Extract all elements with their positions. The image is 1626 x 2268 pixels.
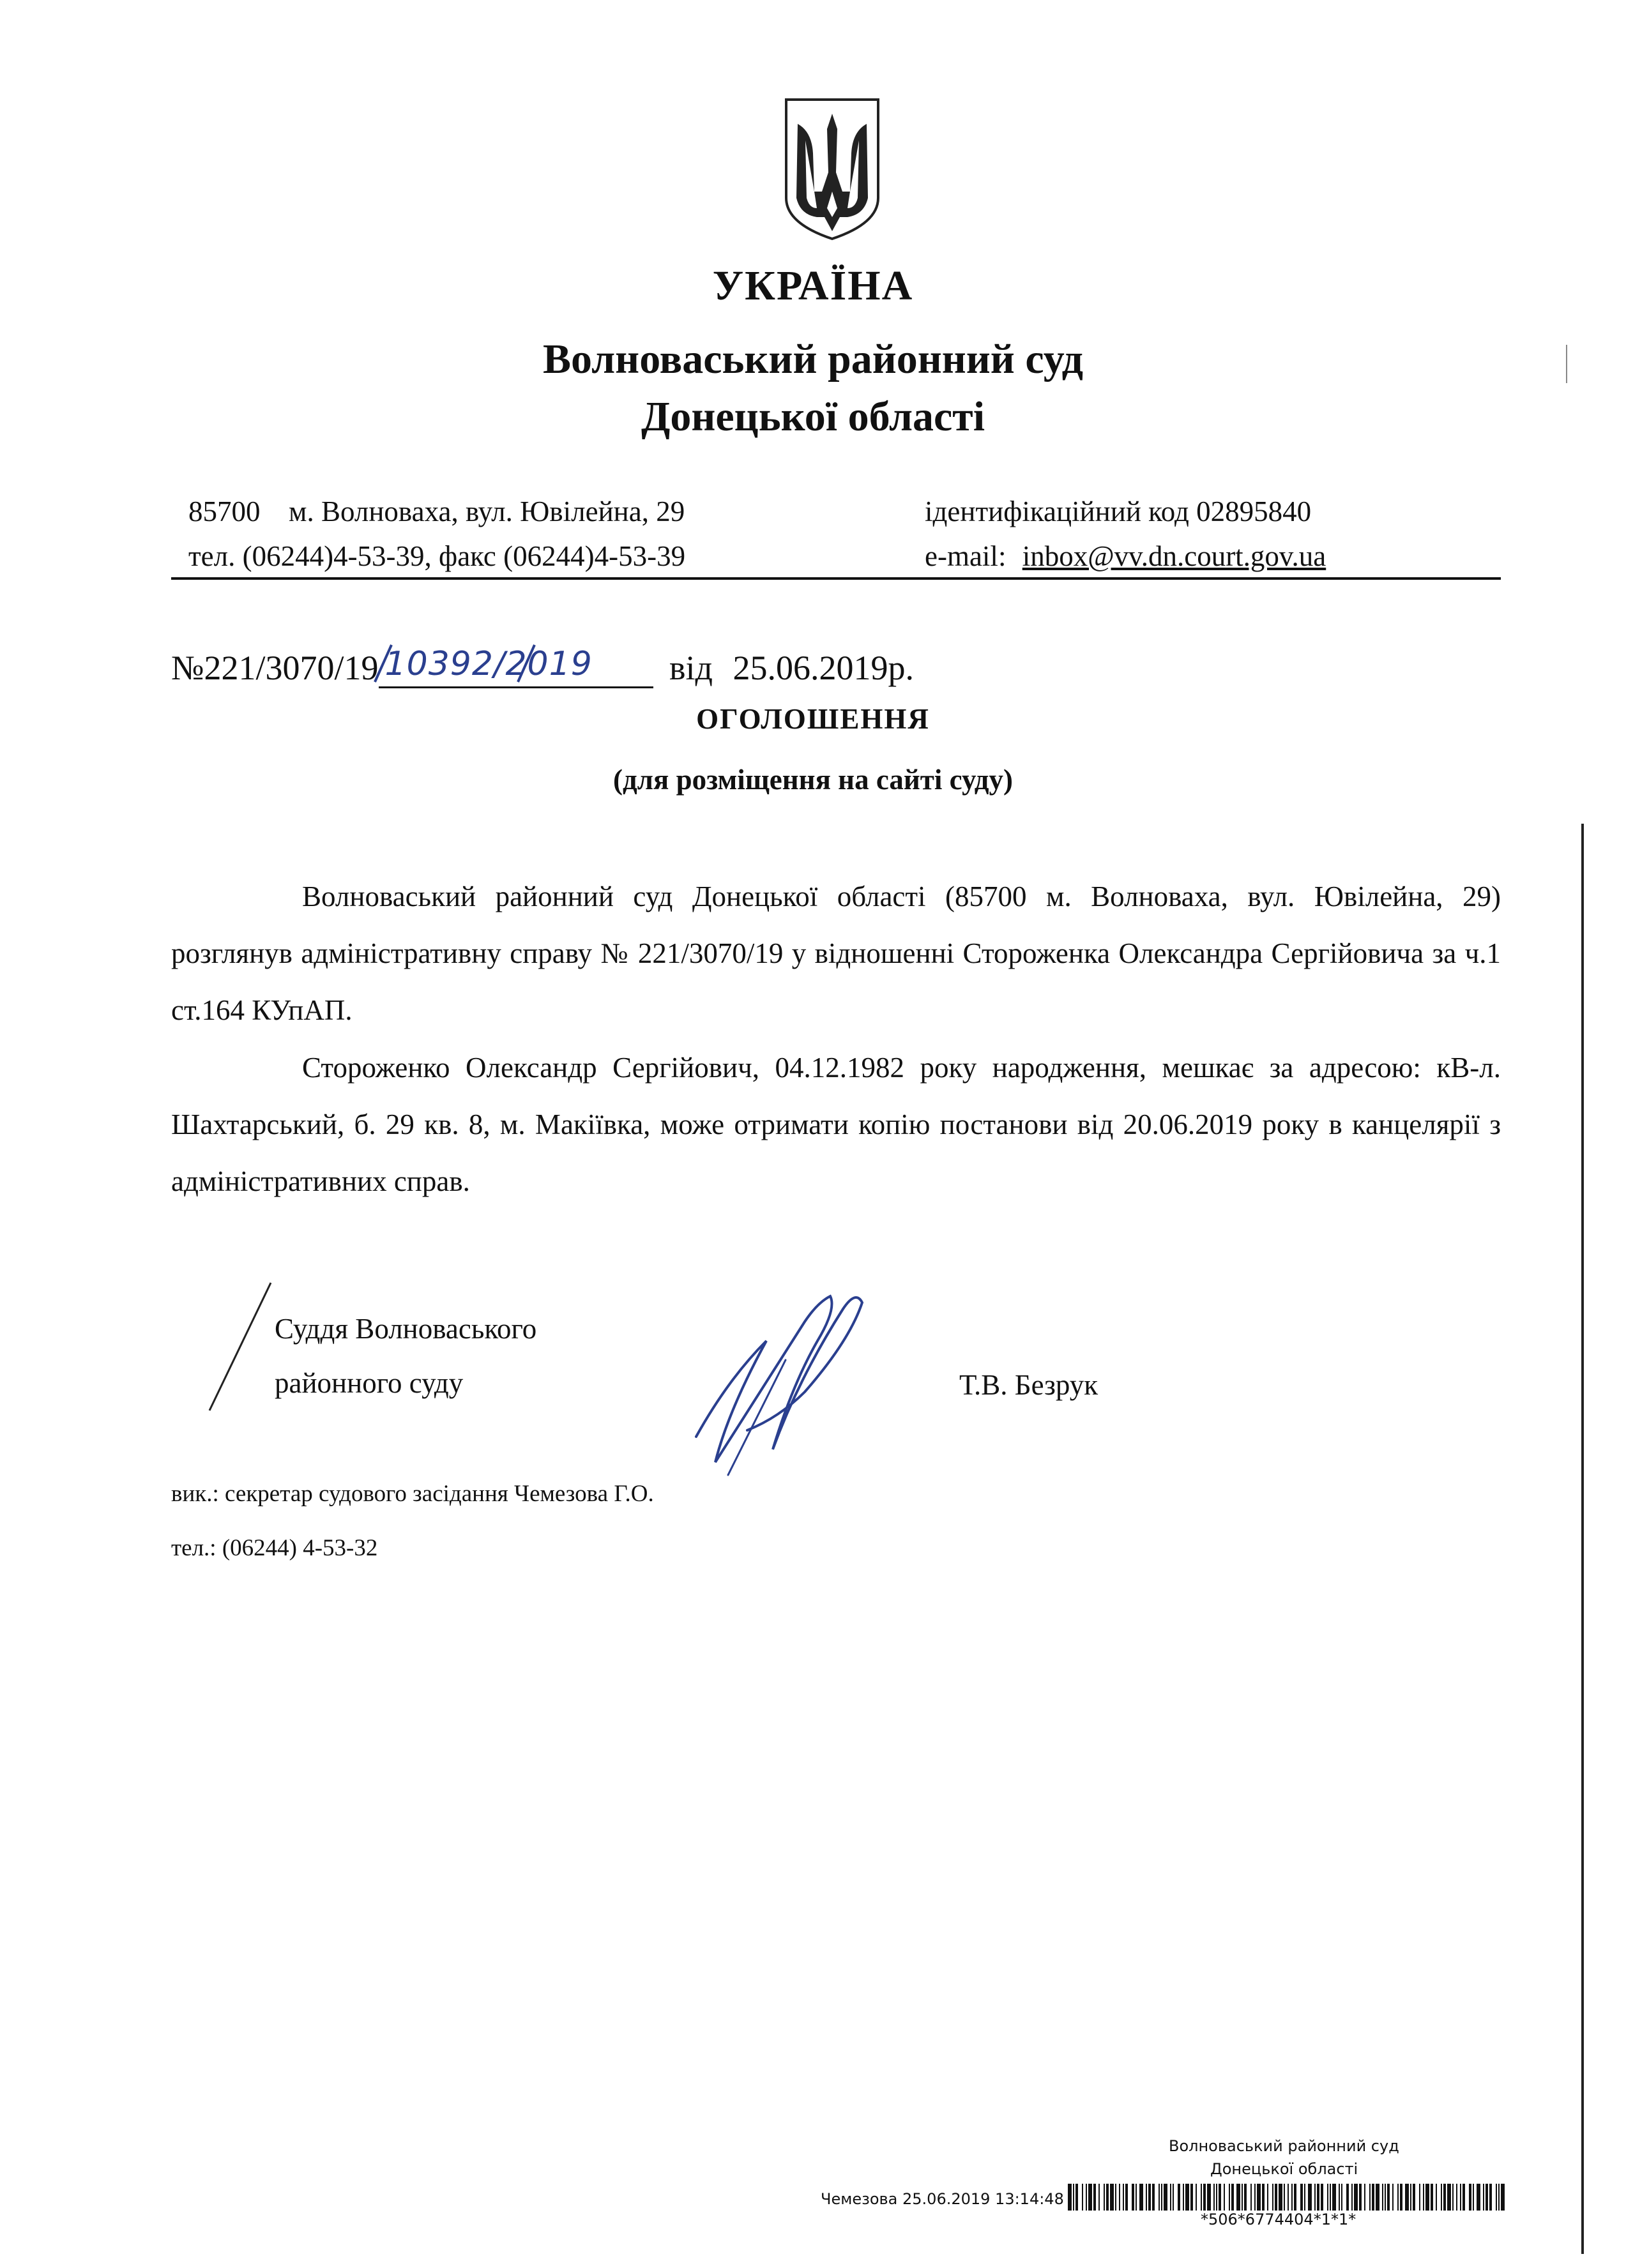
handwritten-number-text: 10392/2019 <box>384 645 593 683</box>
court-address: м. Волноваха, вул. Ювілейна, 29 <box>289 495 685 527</box>
postal-code: 85700 <box>188 495 261 527</box>
barcode-bar <box>1183 2184 1184 2211</box>
barcode-bar <box>1496 2184 1497 2211</box>
barcode-bar <box>1477 2184 1480 2211</box>
barcode-bar <box>1207 2184 1211 2211</box>
trident-emblem-icon <box>781 96 883 243</box>
id-code: ідентифікаційний код 02895840 <box>925 495 1312 527</box>
paragraph-2-text: Стороженко Олександр Сергійович, 04.12.1982 року народження, мешкає за адресою: кВ-л. Шахтарський, б. 29 кв. 8, м. Макіївка, може отримати копію постанови від 20.06.2019 року в канцелярії з адміністративних справ. <box>171 1052 1501 1197</box>
country-name: УКРАЇНА <box>712 262 914 309</box>
barcode-bar <box>1073 2184 1074 2211</box>
barcode-bar <box>1443 2184 1446 2211</box>
barcode-bar <box>1119 2184 1120 2211</box>
barcode-bar <box>1372 2184 1374 2211</box>
barcode-bar <box>1106 2184 1109 2211</box>
scan-edge-line <box>1581 824 1584 2254</box>
handwritten-reg-number <box>379 646 653 684</box>
barcode-bar <box>1068 2184 1072 2211</box>
barcode-bar <box>1385 2184 1386 2211</box>
barcode-bar <box>1387 2184 1390 2211</box>
barcode-bar <box>1436 2184 1437 2211</box>
signatory-name: Т.В. Безрук <box>959 1369 1098 1401</box>
barcode-bar <box>1332 2184 1336 2211</box>
barcode-bar <box>1291 2184 1293 2211</box>
email-line <box>925 540 1326 573</box>
barcode-bar <box>1161 2184 1162 2211</box>
reference-underline <box>379 686 653 688</box>
barcode-bar <box>1148 2184 1151 2211</box>
state-emblem <box>781 96 883 243</box>
signatory-title-line2: районного суду <box>275 1367 464 1399</box>
barcode-bar <box>1317 2184 1319 2211</box>
barcode-bar <box>1346 2184 1349 2211</box>
barcode-bar <box>1441 2184 1442 2211</box>
barcode-bar <box>1369 2184 1371 2211</box>
barcode-bar <box>1314 2184 1316 2211</box>
barcode-bar <box>1410 2184 1411 2211</box>
executor-line: вик.: секретар судового засідання Чемезова Г.О. <box>171 1481 654 1507</box>
barcode-bar <box>1262 2184 1265 2211</box>
registration-barcode <box>1068 2184 1507 2211</box>
barcode-bar <box>1185 2184 1189 2211</box>
stamp-court-line: Волноваський районний суд <box>1169 2137 1399 2155</box>
barcode-bar <box>1086 2184 1087 2211</box>
barcode-bar <box>1304 2184 1305 2211</box>
barcode-bar <box>1139 2184 1143 2211</box>
body-paragraph-2 <box>171 1040 1501 1210</box>
barcode-bar <box>1075 2184 1078 2211</box>
body-paragraph-1 <box>171 868 1501 1039</box>
barcode-bar <box>1413 2184 1415 2211</box>
document-title: ОГОЛОШЕННЯ <box>696 703 930 735</box>
margin-stroke-mark <box>204 1280 275 1414</box>
header-divider <box>171 577 1501 580</box>
signatory-title-line1: Суддя Волноваського <box>275 1313 537 1345</box>
barcode-bar <box>1489 2184 1492 2211</box>
barcode-bar <box>1469 2184 1471 2211</box>
handwritten-signature <box>690 1283 875 1481</box>
barcode-bar <box>1498 2184 1500 2211</box>
barcode-bar <box>1173 2184 1174 2211</box>
barcode-bar <box>1093 2184 1096 2211</box>
barcode-bar <box>1088 2184 1092 2211</box>
barcode-bar <box>1463 2184 1465 2211</box>
barcode-bar <box>1376 2184 1379 2211</box>
barcode-bar <box>1231 2184 1234 2211</box>
barcode-bar <box>1257 2184 1261 2211</box>
date-prefix: від <box>669 649 713 687</box>
barcode-bar <box>1294 2184 1296 2211</box>
barcode-bar <box>1321 2184 1323 2211</box>
barcode-bar <box>1284 2184 1285 2211</box>
barcode-bar <box>1452 2184 1454 2211</box>
barcode-bar <box>1219 2184 1221 2211</box>
barcode-bar <box>1275 2184 1277 2211</box>
barcode-bar <box>1279 2184 1282 2211</box>
barcode-bar <box>1400 2184 1402 2211</box>
barcode-bar <box>1382 2184 1383 2211</box>
email-label: e-mail: <box>925 540 1007 572</box>
executor-phone: тел.: (06244) 4-53-32 <box>171 1535 378 1561</box>
barcode-bar <box>1136 2184 1137 2211</box>
barcode-bar <box>1213 2184 1215 2211</box>
barcode-bar <box>1447 2184 1451 2211</box>
reference-line <box>171 646 914 688</box>
stamp-registered: Чемезова 25.06.2019 13:14:48 <box>821 2190 1064 2208</box>
barcode-bar <box>1104 2184 1105 2211</box>
barcode-bar <box>1473 2184 1474 2211</box>
barcode-bar <box>1419 2184 1420 2211</box>
barcode-bar <box>1354 2184 1358 2211</box>
barcode-bar <box>1178 2184 1180 2211</box>
barcode-bar <box>1351 2184 1353 2211</box>
barcode-bar <box>1098 2184 1100 2211</box>
reference-date: 25.06.2019р. <box>733 649 915 687</box>
paragraph-1-text: Волноваський районний суд Донецької області (85700 м. Волноваха, вул. Ювілейна, 29) розглянув адміністративну справу № 221/3070/19 у відношенні Стороженка Олександра Сергійовича за ч.1 ст.164 КУпАП. <box>171 881 1501 1026</box>
barcode-bar <box>1483 2184 1484 2211</box>
barcode-bar <box>1242 2184 1243 2211</box>
barcode-bar <box>1425 2184 1429 2211</box>
barcode-bar <box>1397 2184 1399 2211</box>
barcode-bar <box>1146 2184 1147 2211</box>
barcode-bar <box>1170 2184 1171 2211</box>
barcode-bar <box>1123 2184 1124 2211</box>
barcode-bar <box>1152 2184 1155 2211</box>
barcode-bar <box>1501 2184 1505 2211</box>
barcode-bar <box>1132 2184 1134 2211</box>
reference-number: №221/3070/19 <box>171 649 379 687</box>
barcode-bar <box>1236 2184 1240 2211</box>
barcode-bar <box>1190 2184 1193 2211</box>
barcode-bar <box>1229 2184 1230 2211</box>
barcode-bar <box>1330 2184 1331 2211</box>
document-subtitle: (для розміщення на сайті суду) <box>613 764 1013 796</box>
barcode-bar <box>1201 2184 1202 2211</box>
barcode-bar <box>1254 2184 1256 2211</box>
barcode-bar <box>1250 2184 1252 2211</box>
barcode-bar <box>1485 2184 1488 2211</box>
barcode-bar <box>1196 2184 1197 2211</box>
scan-edge-mark <box>1566 345 1567 383</box>
barcode-bar <box>1431 2184 1433 2211</box>
barcode-bar <box>1272 2184 1273 2211</box>
court-name: Волноваський районний суд <box>543 336 1083 382</box>
barcode-bar <box>1267 2184 1268 2211</box>
barcode-bar <box>1244 2184 1247 2211</box>
phone-fax: тел. (06244)4-53-39, факс (06244)4-53-39 <box>188 540 686 572</box>
email-link[interactable]: inbox@vv.dn.court.gov.ua <box>1022 540 1326 572</box>
barcode-text: *506*6774404*1*1* <box>1201 2211 1356 2228</box>
barcode-bar <box>1456 2184 1457 2211</box>
barcode-bar <box>1115 2184 1116 2211</box>
barcode-bar <box>1308 2184 1312 2211</box>
barcode-bar <box>1359 2184 1362 2211</box>
barcode-bar <box>1203 2184 1206 2211</box>
barcode-bar <box>1392 2184 1394 2211</box>
barcode-bar <box>1159 2184 1160 2211</box>
barcode-bar <box>1364 2184 1365 2211</box>
barcode-bar <box>1300 2184 1303 2211</box>
barcode-bar <box>1460 2184 1461 2211</box>
barcode-bar <box>1288 2184 1289 2211</box>
barcode-bar <box>1224 2184 1225 2211</box>
barcode-bar <box>1327 2184 1328 2211</box>
barcode-bar <box>1082 2184 1083 2211</box>
barcode-bar <box>1405 2184 1409 2211</box>
court-region: Донецької області <box>641 393 985 440</box>
barcode-bar <box>1125 2184 1128 2211</box>
barcode-bar <box>1110 2184 1114 2211</box>
stamp-region-line: Донецької області <box>1210 2160 1358 2178</box>
barcode-bar <box>1216 2184 1217 2211</box>
barcode-bar <box>1339 2184 1340 2211</box>
barcode-bar <box>1423 2184 1424 2211</box>
barcode-bar <box>1341 2184 1342 2211</box>
barcode-bar <box>1164 2184 1167 2211</box>
